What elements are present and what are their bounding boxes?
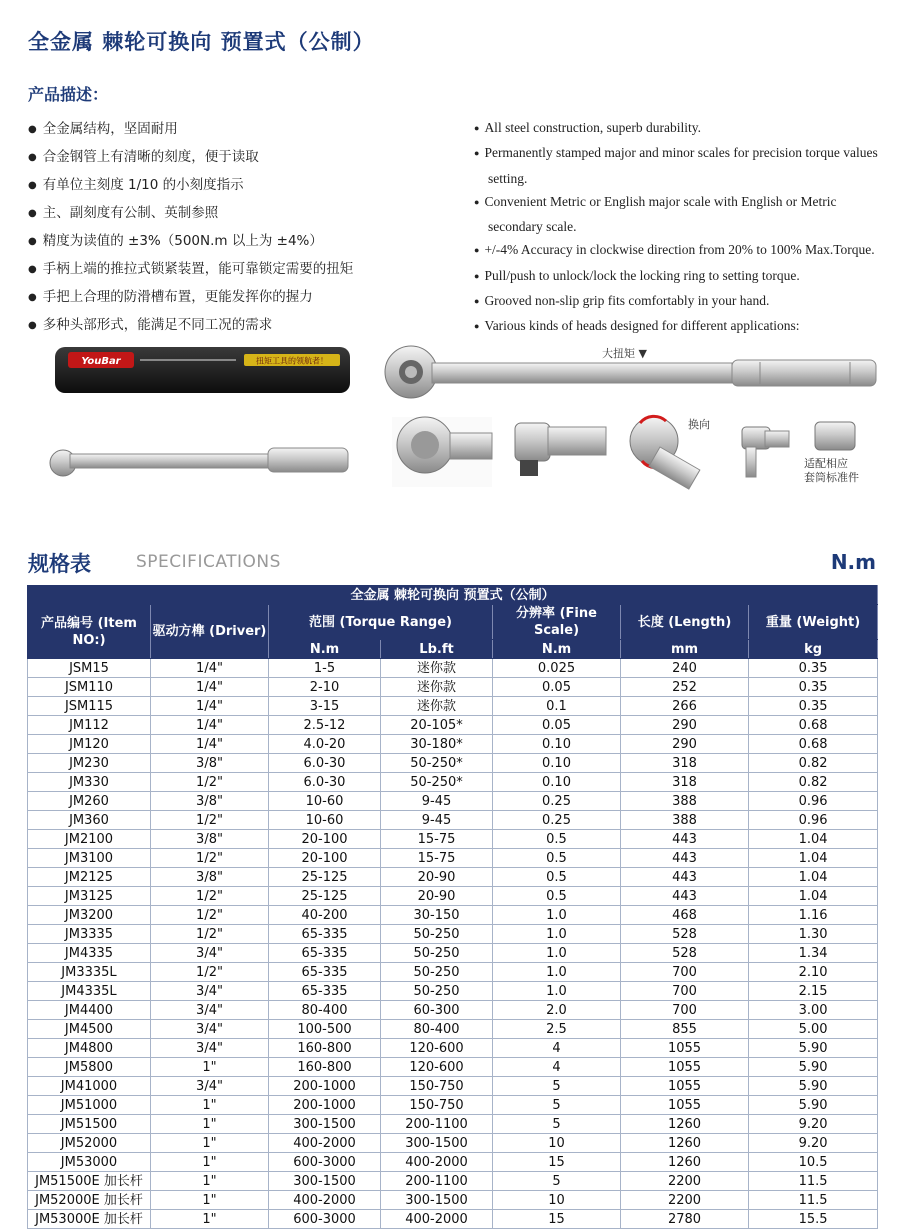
table-row [28,868,878,887]
feature-list-cn [28,116,353,340]
cell-length: 1260 [621,1134,749,1153]
cell-range-nm: 4.0-20 [269,735,381,754]
case-banner-text: 扭矩工具的领航者！ [256,356,328,366]
cell-item-no: JM4500 [28,1020,151,1039]
cell-item-no: JM51500 [28,1115,151,1134]
cell-length: 443 [621,849,749,868]
table-row [28,830,878,849]
cell-driver: 3/8" [151,830,269,849]
cell-item-no: JM51000 [28,1096,151,1115]
cell-length: 700 [621,1001,749,1020]
header-length: 长度 (Length) [621,605,749,640]
cell-item-no: JM2125 [28,868,151,887]
subheader-range-nm: N.m [269,640,381,659]
cell-fine: 5 [493,1077,621,1096]
feature-cn-item: ● 主、副刻度有公制、英制参照 [28,200,353,228]
table-row [28,1191,878,1210]
cell-range-lbft: 60-300 [381,1001,493,1020]
cell-fine: 1.0 [493,982,621,1001]
drive-square-detail-image [515,423,606,476]
specs-unit: N.m [830,550,876,574]
cell-range-lbft: 50-250* [381,773,493,792]
cell-range-lbft: 200-1100 [381,1115,493,1134]
cell-driver: 1" [151,1096,269,1115]
cell-fine: 10 [493,1191,621,1210]
cell-length: 1260 [621,1115,749,1134]
table-row [28,1058,878,1077]
cell-fine: 15 [493,1153,621,1172]
cell-length: 388 [621,792,749,811]
table-row [28,1077,878,1096]
cell-fine: 4 [493,1039,621,1058]
cell-length: 318 [621,773,749,792]
cell-fine: 0.5 [493,868,621,887]
cell-range-lbft: 9-45 [381,811,493,830]
table-row [28,849,878,868]
cell-range-nm: 400-2000 [269,1134,381,1153]
cell-item-no: JM2100 [28,830,151,849]
cell-range-nm: 65-335 [269,925,381,944]
cell-item-no: JM330 [28,773,151,792]
header-fine: 分辨率 (Fine Scale) [493,605,621,640]
cell-range-nm: 300-1500 [269,1172,381,1191]
cell-weight: 11.5 [749,1191,878,1210]
cell-weight: 1.04 [749,830,878,849]
feature-en-item: ● Permanently stamped major and minor scales for precision torque values setting. [474,141,884,190]
cell-range-nm: 20-100 [269,849,381,868]
cell-driver: 1/2" [151,906,269,925]
cell-range-nm: 100-500 [269,1020,381,1039]
cell-range-lbft: 300-1500 [381,1191,493,1210]
cell-length: 443 [621,887,749,906]
cell-weight: 5.90 [749,1096,878,1115]
cell-driver: 1" [151,1172,269,1191]
cell-weight: 5.90 [749,1077,878,1096]
table-row [28,1039,878,1058]
cell-fine: 2.0 [493,1001,621,1020]
cell-range-lbft: 50-250* [381,754,493,773]
cell-weight: 5.90 [749,1039,878,1058]
cell-range-lbft: 400-2000 [381,1210,493,1229]
cell-fine: 1.0 [493,925,621,944]
cell-fine: 0.25 [493,811,621,830]
cell-driver: 3/4" [151,944,269,963]
cell-fine: 5 [493,1115,621,1134]
cell-driver: 1/2" [151,963,269,982]
cell-driver: 1/4" [151,659,269,678]
cell-driver: 1" [151,1134,269,1153]
feature-en-item: ● Grooved non-slip grip fits comfortably in your hand. [474,289,884,314]
header-item-no: 产品编号 (Item NO:) [28,605,151,659]
feature-list-en [474,116,884,340]
table-row [28,887,878,906]
cell-item-no: JM3335 [28,925,151,944]
cell-range-lbft: 150-750 [381,1077,493,1096]
cell-weight: 0.96 [749,811,878,830]
cell-driver: 1/2" [151,887,269,906]
subheader-weight: kg [749,640,878,659]
table-row [28,925,878,944]
cell-weight: 11.5 [749,1172,878,1191]
feature-en-item: ● Various kinds of heads designed for different applications: [474,314,884,339]
cell-length: 468 [621,906,749,925]
label-reverse: 换向 [688,418,710,431]
table-row [28,906,878,925]
cell-fine: 5 [493,1172,621,1191]
cell-item-no: JM5800 [28,1058,151,1077]
cell-item-no: JM52000 [28,1134,151,1153]
wrench-side-image [50,448,348,476]
cell-weight: 0.68 [749,716,878,735]
feature-cn-item: ● 合金钢管上有清晰的刻度，便于读取 [28,144,353,172]
description-heading: 产品描述： [28,85,109,104]
cell-length: 1055 [621,1058,749,1077]
cell-weight: 1.04 [749,868,878,887]
cell-range-lbft: 迷你款 [381,697,493,716]
table-row [28,697,878,716]
cell-item-no: JM4800 [28,1039,151,1058]
cell-driver: 1/2" [151,925,269,944]
cell-item-no: JM230 [28,754,151,773]
cell-driver: 1" [151,1058,269,1077]
cell-driver: 1/2" [151,773,269,792]
table-row [28,735,878,754]
cell-weight: 0.68 [749,735,878,754]
feature-cn-item: ● 全金属结构，坚固耐用 [28,116,353,144]
cell-item-no: JM53000 [28,1153,151,1172]
cell-range-lbft: 20-90 [381,887,493,906]
cell-range-lbft: 50-250 [381,944,493,963]
table-row [28,963,878,982]
cell-range-lbft: 迷你款 [381,678,493,697]
cell-range-lbft: 400-2000 [381,1153,493,1172]
cell-length: 252 [621,678,749,697]
cell-driver: 1" [151,1115,269,1134]
feature-en-item: ● Convenient Metric or English major scale with English or Metric secondary scale. [474,190,884,239]
cell-length: 855 [621,1020,749,1039]
cell-weight: 1.34 [749,944,878,963]
cell-fine: 0.05 [493,716,621,735]
cell-weight: 0.96 [749,792,878,811]
feature-cn-item: ● 多种头部形式，能满足不同工况的需求 [28,312,353,340]
cell-fine: 4 [493,1058,621,1077]
table-row [28,754,878,773]
cell-weight: 1.30 [749,925,878,944]
table-row [28,1172,878,1191]
spec-table [27,585,878,1229]
cell-range-nm: 200-1000 [269,1077,381,1096]
cell-range-nm: 65-335 [269,982,381,1001]
table-row [28,982,878,1001]
cell-length: 240 [621,659,749,678]
label-socket-line1: 适配相应 [804,457,848,470]
table-row [28,716,878,735]
cell-item-no: JM53000E 加长杆 [28,1210,151,1229]
cell-range-nm: 10-60 [269,792,381,811]
cell-item-no: JM52000E 加长杆 [28,1191,151,1210]
cell-range-lbft: 50-250 [381,925,493,944]
cell-length: 318 [621,754,749,773]
feature-cn-item: ● 有单位主刻度 1/10 的小刻度指示 [28,172,353,200]
cell-driver: 3/8" [151,868,269,887]
product-images [0,335,904,505]
cell-item-no: JM3100 [28,849,151,868]
cell-fine: 0.5 [493,887,621,906]
cell-weight: 1.04 [749,887,878,906]
cell-driver: 1/2" [151,811,269,830]
table-row [28,944,878,963]
subheader-range-lbft: Lb.ft [381,640,493,659]
ratchet-head-detail-image [392,417,492,487]
cell-fine: 1.0 [493,906,621,925]
cell-weight: 15.5 [749,1210,878,1229]
cell-driver: 1" [151,1153,269,1172]
table-row [28,1020,878,1039]
cell-length: 443 [621,830,749,849]
cell-driver: 1/4" [151,716,269,735]
cell-driver: 1" [151,1210,269,1229]
feature-cn-item: ● 精度为读值的 ±3%（500N.m 以上为 ±4%） [28,228,353,256]
cell-fine: 15 [493,1210,621,1229]
cell-range-nm: 6.0-30 [269,773,381,792]
cell-fine: 0.10 [493,735,621,754]
feature-cn-item: ● 手把上合理的防滑槽布置，更能发挥你的握力 [28,284,353,312]
cell-driver: 3/4" [151,1039,269,1058]
cell-range-lbft: 300-1500 [381,1134,493,1153]
cell-item-no: JM4400 [28,1001,151,1020]
cell-range-nm: 20-100 [269,830,381,849]
cell-driver: 3/4" [151,1020,269,1039]
cell-driver: 1/4" [151,678,269,697]
cell-fine: 0.5 [493,830,621,849]
cell-driver: 3/8" [151,792,269,811]
cell-length: 290 [621,735,749,754]
cell-range-nm: 3-15 [269,697,381,716]
cell-range-lbft: 120-600 [381,1039,493,1058]
subheader-fine: N.m [493,640,621,659]
cell-fine: 0.25 [493,792,621,811]
cell-range-nm: 600-3000 [269,1153,381,1172]
table-row [28,773,878,792]
table-row [28,792,878,811]
cell-length: 1055 [621,1096,749,1115]
cell-driver: 3/8" [151,754,269,773]
cell-fine: 1.0 [493,944,621,963]
label-max-torque: 大扭矩 ▼ [602,347,647,360]
cell-length: 528 [621,925,749,944]
header-driver: 驱动方榫 (Driver) [151,605,269,659]
cell-range-nm: 300-1500 [269,1115,381,1134]
cell-driver: 1/4" [151,735,269,754]
cell-driver: 3/4" [151,1001,269,1020]
cell-fine: 2.5 [493,1020,621,1039]
cell-item-no: JSM15 [28,659,151,678]
header-range: 范围 (Torque Range) [269,605,493,640]
cell-weight: 9.20 [749,1115,878,1134]
cell-length: 2200 [621,1172,749,1191]
table-row [28,1134,878,1153]
specs-heading: 规格表 [28,552,91,576]
cell-length: 700 [621,982,749,1001]
cell-range-lbft: 20-90 [381,868,493,887]
cell-range-lbft: 20-105* [381,716,493,735]
cell-fine: 1.0 [493,963,621,982]
cell-fine: 0.1 [493,697,621,716]
cell-weight: 10.5 [749,1153,878,1172]
table-row [28,1153,878,1172]
cell-range-lbft: 50-250 [381,982,493,1001]
cell-fine: 0.10 [493,754,621,773]
cell-range-lbft: 30-150 [381,906,493,925]
cell-item-no: JM360 [28,811,151,830]
cell-length: 266 [621,697,749,716]
cell-weight: 9.20 [749,1134,878,1153]
product-illustration [0,335,904,505]
cell-fine: 10 [493,1134,621,1153]
cell-range-nm: 80-400 [269,1001,381,1020]
page-title: 全金属 棘轮可换向 预置式（公制） [28,30,375,54]
cell-range-nm: 2-10 [269,678,381,697]
feature-en-item: ● +/-4% Accuracy in clockwise direction from 20% to 100% Max.Torque. [474,238,884,263]
cell-fine: 5 [493,1096,621,1115]
table-row [28,1210,878,1229]
cell-weight: 0.82 [749,754,878,773]
cell-fine: 0.10 [493,773,621,792]
cell-item-no: JM3125 [28,887,151,906]
cell-weight: 2.15 [749,982,878,1001]
cell-range-nm: 200-1000 [269,1096,381,1115]
specs-heading-en: SPECIFICATIONS [136,552,281,572]
cell-range-lbft: 15-75 [381,830,493,849]
label-socket-line2: 套筒标准件 [804,471,859,484]
cell-length: 2200 [621,1191,749,1210]
cell-range-nm: 400-2000 [269,1191,381,1210]
cell-range-nm: 6.0-30 [269,754,381,773]
cell-range-nm: 25-125 [269,868,381,887]
table-row [28,659,878,678]
cell-length: 1055 [621,1039,749,1058]
cell-weight: 0.35 [749,659,878,678]
cell-item-no: JM3200 [28,906,151,925]
cell-driver: 1/4" [151,697,269,716]
cell-length: 388 [621,811,749,830]
cell-fine: 0.5 [493,849,621,868]
cell-item-no: JM3335L [28,963,151,982]
cell-range-lbft: 9-45 [381,792,493,811]
cell-range-nm: 160-800 [269,1058,381,1077]
cell-length: 700 [621,963,749,982]
cell-weight: 0.35 [749,697,878,716]
cell-range-lbft: 120-600 [381,1058,493,1077]
table-row [28,1096,878,1115]
table-row [28,1001,878,1020]
cell-driver: 3/4" [151,1077,269,1096]
feature-cn-item: ● 手柄上端的推拉式锁紧装置，能可靠锁定需要的扭矩 [28,256,353,284]
wrench-case-image [55,347,350,393]
cell-item-no: JSM110 [28,678,151,697]
cell-fine: 0.025 [493,659,621,678]
table-row [28,1115,878,1134]
cell-length: 290 [621,716,749,735]
cell-weight: 2.10 [749,963,878,982]
cell-length: 443 [621,868,749,887]
cell-weight: 1.04 [749,849,878,868]
cell-weight: 5.90 [749,1058,878,1077]
cell-weight: 5.00 [749,1020,878,1039]
cell-item-no: JSM115 [28,697,151,716]
cell-driver: 1" [151,1191,269,1210]
table-row [28,811,878,830]
cell-weight: 1.16 [749,906,878,925]
cell-item-no: JM4335 [28,944,151,963]
cell-range-nm: 65-335 [269,944,381,963]
cell-item-no: JM4335L [28,982,151,1001]
feature-en-item: ● All steel construction, superb durability. [474,116,884,141]
cell-range-nm: 600-3000 [269,1210,381,1229]
cell-range-lbft: 15-75 [381,849,493,868]
table-row [28,678,878,697]
cell-range-lbft: 50-250 [381,963,493,982]
cell-item-no: JM112 [28,716,151,735]
cell-item-no: JM120 [28,735,151,754]
cell-range-nm: 10-60 [269,811,381,830]
cell-fine: 0.05 [493,678,621,697]
cell-length: 1260 [621,1153,749,1172]
case-brand-text: YouBar [81,356,121,367]
cell-range-lbft: 30-180* [381,735,493,754]
cell-range-lbft: 200-1100 [381,1172,493,1191]
cell-driver: 3/4" [151,982,269,1001]
header-weight: 重量 (Weight) [749,605,878,640]
cell-range-nm: 2.5-12 [269,716,381,735]
cell-range-nm: 25-125 [269,887,381,906]
spec-table-title: 全金属 棘轮可换向 预置式（公制） [28,586,878,605]
cell-weight: 0.82 [749,773,878,792]
cell-weight: 3.00 [749,1001,878,1020]
cell-length: 528 [621,944,749,963]
cell-range-lbft: 150-750 [381,1096,493,1115]
cell-item-no: JM260 [28,792,151,811]
cell-weight: 0.35 [749,678,878,697]
cell-length: 1055 [621,1077,749,1096]
spec-table-body [28,659,878,1229]
cell-range-nm: 1-5 [269,659,381,678]
cell-item-no: JM51500E 加长杆 [28,1172,151,1191]
cell-item-no: JM41000 [28,1077,151,1096]
cell-range-nm: 40-200 [269,906,381,925]
cell-driver: 1/2" [151,849,269,868]
subheader-length: mm [621,640,749,659]
cell-range-nm: 65-335 [269,963,381,982]
cell-range-lbft: 迷你款 [381,659,493,678]
cell-length: 2780 [621,1210,749,1229]
feature-en-item: ● Pull/push to unlock/lock the locking ring to setting torque. [474,264,884,289]
cell-range-lbft: 80-400 [381,1020,493,1039]
cell-range-nm: 160-800 [269,1039,381,1058]
